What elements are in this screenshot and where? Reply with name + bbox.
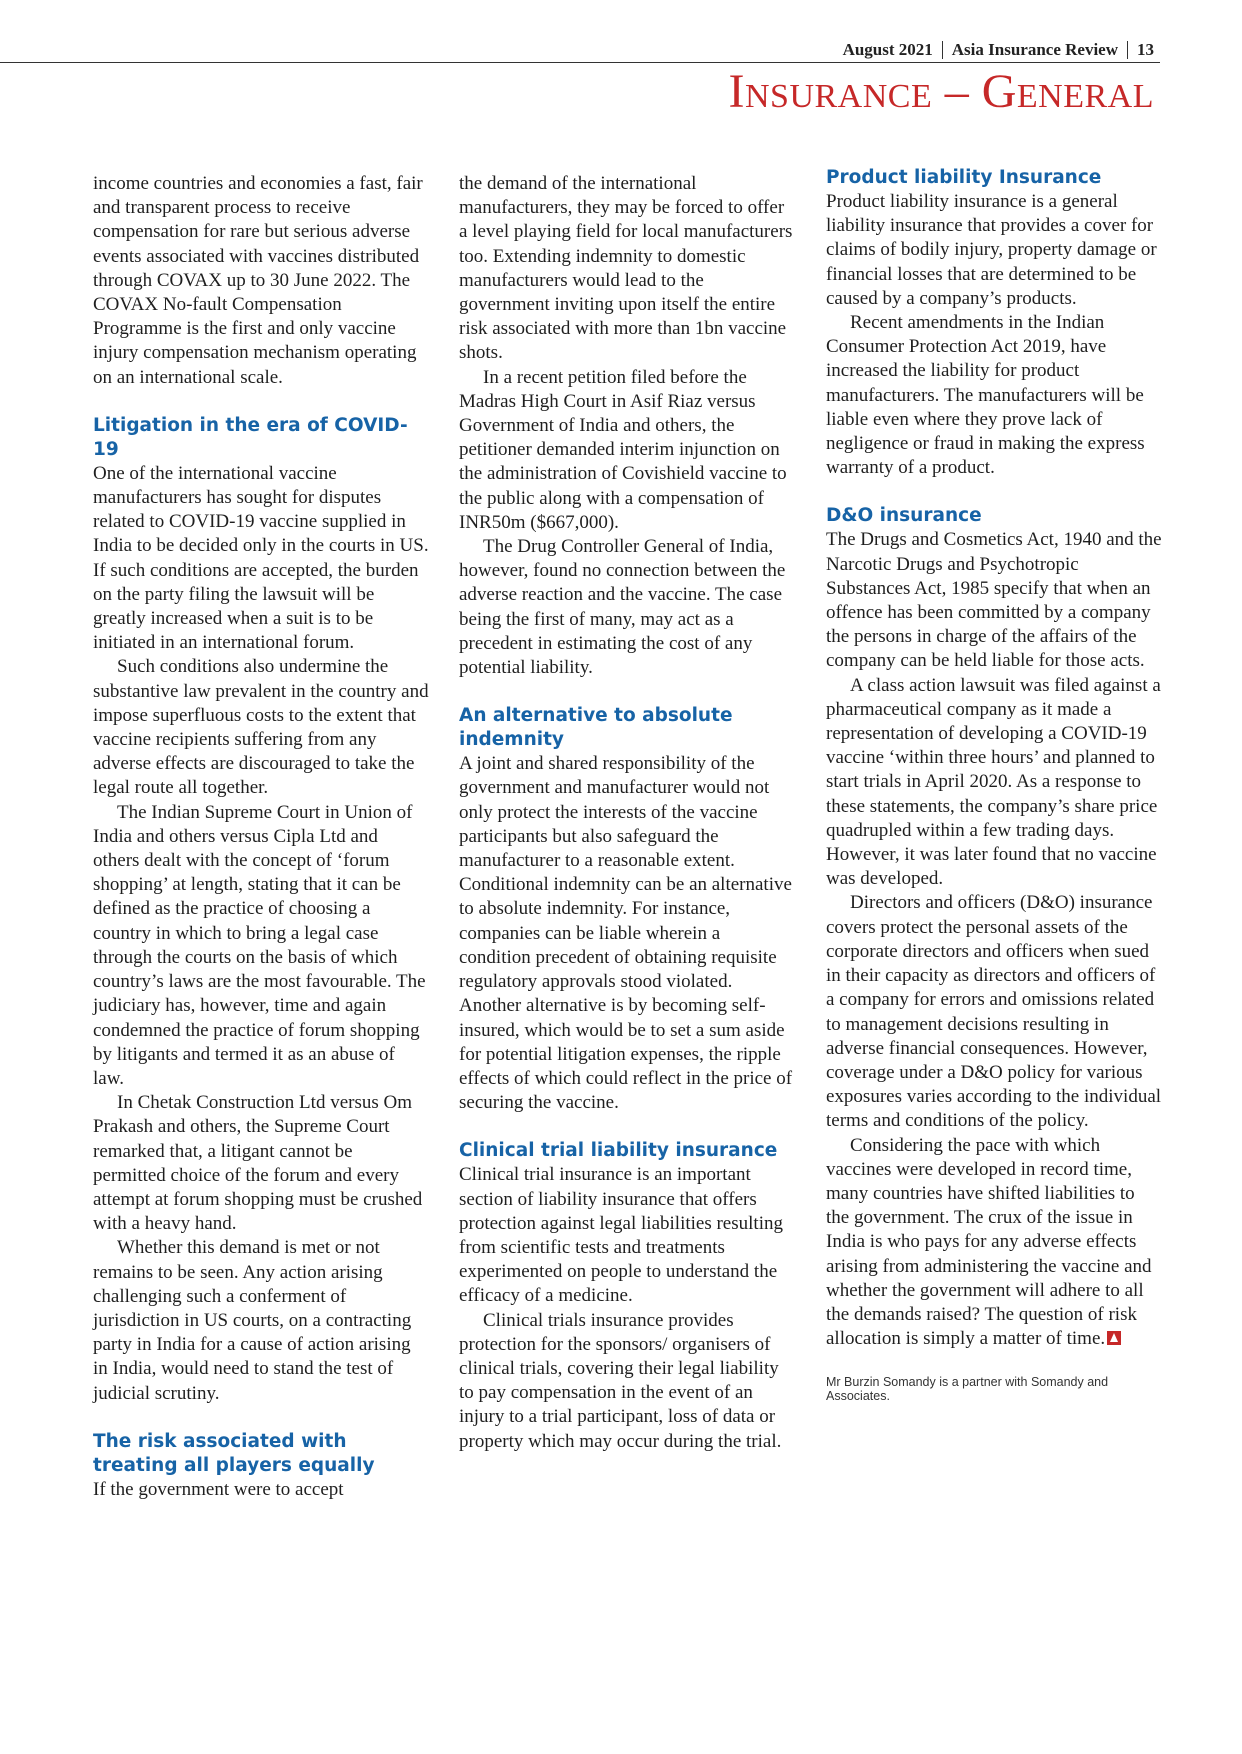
paragraph: income countries and economies a fast, fair and transparent process to receive compensation for rare but serious adverse events associated with vaccines distributed through COVAX up to 30 June 2022. The COVAX No-fault Compensation Programme is the first and only vaccine injury compensation mechanism operating on an international scale. xyxy=(93,173,423,388)
subheading-product-liability: Product liability Insurance xyxy=(826,167,1102,188)
paragraph: The Indian Supreme Court in Union of India and others versus Cipla Ltd and others dealt with the concept of ‘forum shopping’ at length, stating that it can be defined as the practice of choosing a country in which to bring a legal case through the courts on the basis of which country’s laws are the most favourable. The judiciary has, however, time and again condemned the practice of forum shopping by litigants and termed it as an abuse of law. xyxy=(93,801,426,1089)
subheading-litigation: Litigation in the era of COVID-19 xyxy=(93,414,408,460)
article-column-3 xyxy=(826,166,1162,1403)
paragraph: The Drug Controller General of India, however, found no connection between the adverse reaction and the vaccine. The case being the first of many, may act as a precedent in estimating the cost of any potential liability. xyxy=(459,536,786,679)
article-column-2 xyxy=(459,172,795,1454)
paragraph: A class action lawsuit was filed against a pharmaceutical company as it made a representation of developing a COVID-19 vaccine ‘within three hours’ and planned to start trials in April 2020. As a response to these statements, the company’s share price quadrupled within a few trading days. However, it was later found that no vaccine was developed. xyxy=(826,674,1161,890)
page-number: 13 xyxy=(1137,40,1154,59)
closing-text: Considering the pace with which vaccines were developed in record time, many countries have shifted liabilities to the government. The crux of the issue in India is who pays for any adverse effects arising from administering the vaccine and whether the government will adhere to all the demands raised? The question of risk allocation is simply a matter of time. xyxy=(826,1134,1152,1350)
header-separator xyxy=(942,41,943,59)
paragraph: Clinical trial insurance is an important section of liability insurance that offers protection against legal liabilities resulting from scientific tests and treatments experimented on people to understand the efficacy of a medicine. xyxy=(459,1164,783,1307)
subheading-risk: The risk associated with treating all players equally xyxy=(93,1430,375,1476)
author-byline: Mr Burzin Somandy is a partner with Somandy and Associates. xyxy=(826,1375,1109,1404)
paragraph: Clinical trials insurance provides protection for the sponsors/ organisers of clinical trials, covering their legal liability to pay compensation in the event of an injury to a trial participant, loss of data or property which may occur during the trial. xyxy=(459,1309,782,1452)
paragraph: The Drugs and Cosmetics Act, 1940 and the Narcotic Drugs and Psychotropic Substances Act, 1985 specify that when an offence has been committed by a company the persons in charge of the affairs of the company can be held liable for those acts. xyxy=(826,529,1162,672)
paragraph: Such conditions also undermine the substantive law prevalent in the country and impose superfluous costs to the extent that vaccine recipients suffering from any adverse effects are discouraged to take the legal route all together. xyxy=(93,656,429,799)
header-rule xyxy=(0,62,1160,63)
section-title: Insurance – General xyxy=(728,65,1154,118)
header-meta xyxy=(843,40,1154,60)
paragraph: If the government were to accept xyxy=(93,1478,344,1500)
paragraph: One of the international vaccine manufacturers has sought for disputes related to COVID-19 vaccine supplied in India to be decided only in the courts in US. If such conditions are accepted, the burden on the party filing the lawsuit will be greatly increased when a suit is to be initiated in an international forum. xyxy=(93,462,429,654)
paragraph: Whether this demand is met or not remains to be seen. Any action arising challenging such a conferment of jurisdiction in US courts, on a contracting party in India for a cause of action arising in India, would need to stand the test of judicial scrutiny. xyxy=(93,1237,412,1404)
paragraph: In Chetak Construction Ltd versus Om Prakash and others, the Supreme Court remarked that, a litigant cannot be permitted choice of the forum and every attempt at forum shopping must be crushed with a heavy hand. xyxy=(93,1092,423,1235)
paragraph: In a recent petition filed before the Madras High Court in Asif Riaz versus Government of India and others, the petitioner demanded interim injunction on the administration of Covishield vaccine to the public along with a compensation of INR50m ($667,000). xyxy=(459,366,787,533)
issue-date: August 2021 xyxy=(842,40,933,59)
paragraph: Directors and officers (D&O) insurance covers protect the personal assets of the corporate directors and officers when sued in their capacity as directors and officers of a company for errors and omissions related to management decisions resulting in adverse financial consequences. However, coverage under a D&O policy for various exposures varies according to the individual terms and conditions of the policy. xyxy=(826,892,1162,1132)
end-mark-icon xyxy=(1107,1331,1121,1345)
paragraph: the demand of the international manufacturers, they may be forced to offer a level playing field for local manufacturers too. Extending indemnity to domestic manufacturers would lead to the government inviting upon itself the entire risk associated with more than 1bn vaccine shots. xyxy=(459,173,793,364)
article-column-1 xyxy=(93,172,429,1502)
subheading-do-insurance: D&O insurance xyxy=(826,505,982,527)
subheading-clinical-trial: Clinical trial liability insurance xyxy=(459,1140,778,1162)
subheading-alternative: An alternative to absolute indemnity xyxy=(459,705,733,751)
paragraph: Product liability insurance is a general liability insurance that provides a cover for claims of bodily injury, property damage or financial losses that are determined to be caused by a company’s products. xyxy=(826,191,1157,309)
paragraph: Recent amendments in the Indian Consumer Protection Act 2019, have increased the liability for product manufacturers. The manufacturers will be liable even where they prove lack of negligence or fraud in making the express warranty of a product. xyxy=(826,312,1145,479)
closing-paragraph xyxy=(826,1134,1162,1352)
header-separator xyxy=(1127,41,1128,59)
publication-name: Asia Insurance Review xyxy=(951,40,1118,59)
paragraph: A joint and shared responsibility of the government and manufacturer would not only protect the interests of the vaccine participants but also safeguard the manufacturer to a reasonable extent. Conditional indemnity can be an alternative to absolute indemnity. For instance, companies can be liable wherein a condition precedent of obtaining requisite regulatory approvals stood violated. Another alternative is by becoming self-insured, which would be to set a sum aside for potential litigation expenses, the ripple effects of which could reflect in the price of securing the vaccine. xyxy=(459,753,793,1114)
